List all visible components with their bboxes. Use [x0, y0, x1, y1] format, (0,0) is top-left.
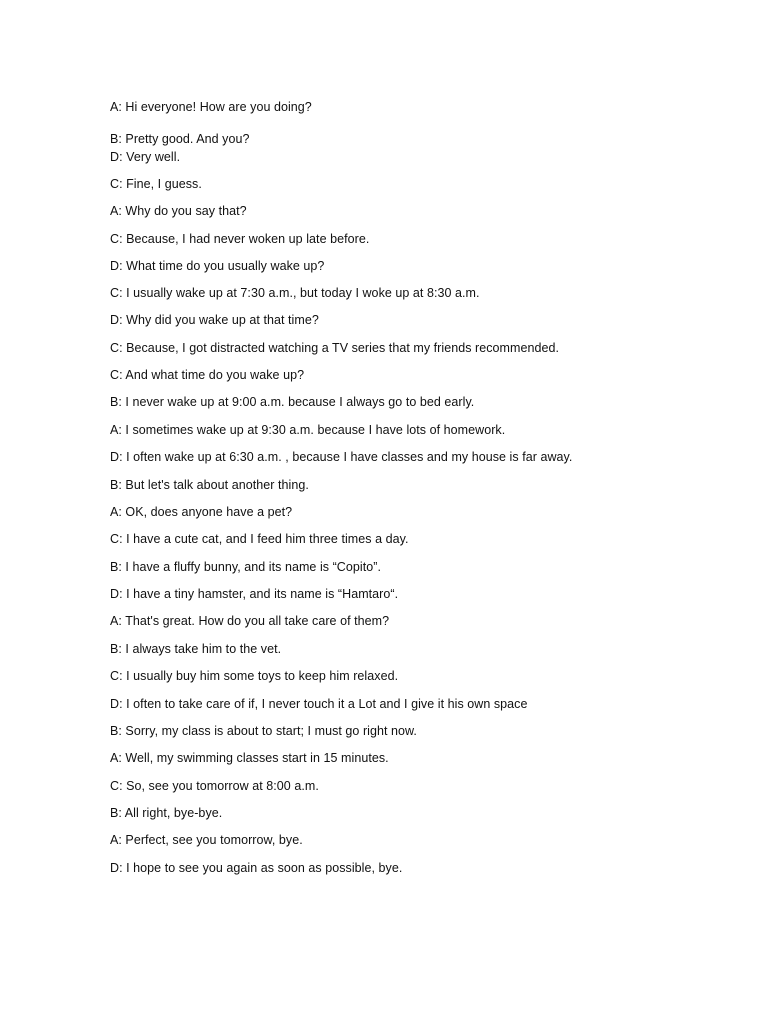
dialogue-line: C: I usually buy him some toys to keep him relaxed.: [110, 669, 399, 683]
dialogue-line: A: Why do you say that?: [110, 204, 247, 218]
dialogue-line: B: I never wake up at 9:00 a.m. because I always go to bed early.: [110, 395, 475, 409]
dialogue-line: C: Fine, I guess.: [110, 177, 202, 191]
dialogue-line: C: Because, I got distracted watching a TV series that my friends recommended.: [110, 341, 560, 355]
dialogue-line: A: Hi everyone! How are you doing?: [110, 100, 312, 114]
dialogue-line: C: I usually wake up at 7:30 a.m., but today I woke up at 8:30 a.m.: [110, 286, 480, 300]
dialogue-line: C: And what time do you wake up?: [110, 368, 305, 382]
dialogue-line: D: What time do you usually wake up?: [110, 259, 325, 273]
dialogue-line: C: Because, I had never woken up late before.: [110, 232, 370, 246]
dialogue-line: A: Well, my swimming classes start in 15 minutes.: [110, 751, 389, 765]
dialogue-line: A: I sometimes wake up at 9:30 a.m. because I have lots of homework.: [110, 423, 506, 437]
dialogue-line: B: Sorry, my class is about to start; I must go right now.: [110, 724, 417, 738]
dialogue-line: B: I always take him to the vet.: [110, 642, 282, 656]
dialogue-line: B: All right, bye-bye.: [110, 806, 223, 820]
dialogue-line: D: I have a tiny hamster, and its name is “Hamtaro“.: [110, 587, 399, 601]
dialogue-line: D: I hope to see you again as soon as possible, bye.: [110, 861, 403, 875]
dialogue-line: B: Pretty good. And you?: [110, 132, 250, 146]
dialogue-line: B: I have a fluffy bunny, and its name is “Copito”.: [110, 560, 381, 574]
dialogue-line: A: Perfect, see you tomorrow, bye.: [110, 833, 303, 847]
dialogue-line: D: I often to take care of if, I never touch it a Lot and I give it his own space: [110, 697, 528, 711]
dialogue-line: C: So, see you tomorrow at 8:00 a.m.: [110, 779, 319, 793]
dialogue-line: D: Very well.: [110, 150, 181, 164]
dialogue-line: D: I often wake up at 6:30 a.m. , because I have classes and my house is far away.: [110, 450, 573, 464]
dialogue-line: A: OK, does anyone have a pet?: [110, 505, 293, 519]
dialogue-line: B: But let's talk about another thing.: [110, 478, 309, 492]
dialogue-line: A: That's great. How do you all take care of them?: [110, 614, 390, 628]
dialogue-line: D: Why did you wake up at that time?: [110, 313, 319, 327]
dialogue-line: C: I have a cute cat, and I feed him three times a day.: [110, 532, 409, 546]
